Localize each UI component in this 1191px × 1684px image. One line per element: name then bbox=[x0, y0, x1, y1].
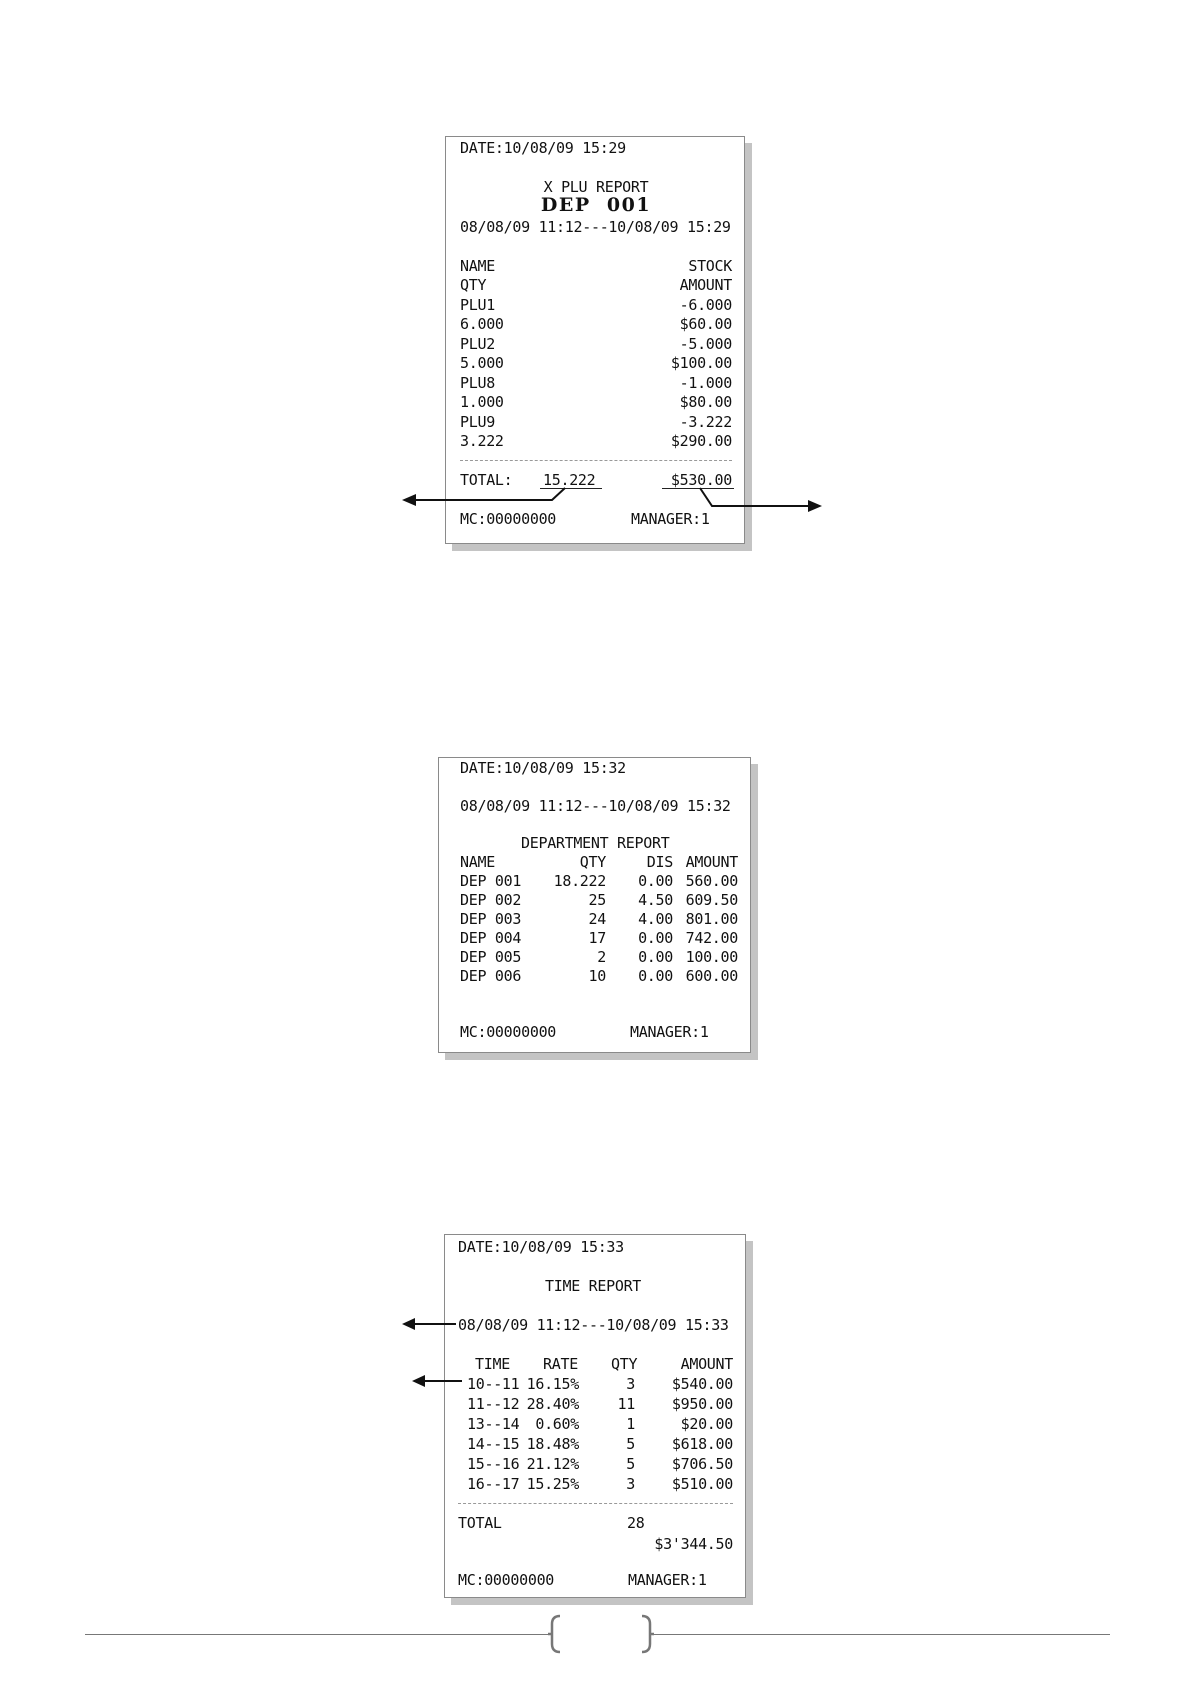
dept-row-name: DEP 003 bbox=[460, 910, 522, 928]
time-row-time: 14--15 bbox=[467, 1435, 520, 1453]
plu-item-qty: 6.000 bbox=[460, 315, 504, 333]
dept-header-qty: QTY bbox=[579, 853, 606, 871]
plu-item-qty: 3.222 bbox=[460, 432, 504, 450]
time-row-amount: $540.00 bbox=[671, 1375, 733, 1393]
plu-item-name: PLU1 bbox=[460, 296, 495, 314]
plu-item-amount: $100.00 bbox=[670, 354, 732, 372]
time-row-amount: $510.00 bbox=[671, 1475, 733, 1493]
plu-mc: MC:00000000 bbox=[460, 510, 557, 528]
time-report-date: DATE:10/08/09 15:33 bbox=[458, 1238, 624, 1256]
dept-row-qty: 17 bbox=[588, 929, 606, 947]
dept-header-amount: AMOUNT bbox=[685, 853, 738, 871]
time-header-qty: QTY bbox=[611, 1355, 638, 1373]
plu-item-qty: 5.000 bbox=[460, 354, 504, 372]
time-row-qty: 11 bbox=[617, 1395, 635, 1413]
dept-row-amount: 560.00 bbox=[685, 872, 738, 890]
dept-row-name: DEP 005 bbox=[460, 948, 522, 966]
time-row-rate: 16.15% bbox=[526, 1375, 579, 1393]
time-total-qty: 28 bbox=[627, 1514, 645, 1532]
plu-manager: MANAGER:1 bbox=[631, 510, 710, 528]
plu-item-name: PLU9 bbox=[460, 413, 495, 431]
dept-row-amount: 100.00 bbox=[685, 948, 738, 966]
time-row-rate: 21.12% bbox=[526, 1455, 579, 1473]
plu-item-name: PLU2 bbox=[460, 335, 495, 353]
plu-item-stock: -3.222 bbox=[679, 413, 732, 431]
time-row-rate: 18.48% bbox=[526, 1435, 579, 1453]
dept-row-dis: 0.00 bbox=[638, 872, 673, 890]
time-row-qty: 3 bbox=[626, 1475, 635, 1493]
time-header-amount: AMOUNT bbox=[680, 1355, 733, 1373]
dept-row-name: DEP 004 bbox=[460, 929, 522, 947]
dept-row-qty: 2 bbox=[597, 948, 606, 966]
plu-item-stock: -1.000 bbox=[679, 374, 732, 392]
time-row-amount: $618.00 bbox=[671, 1435, 733, 1453]
time-row-time: 11--12 bbox=[467, 1395, 520, 1413]
time-report-period: 08/08/09 11:12---10/08/09 15:33 bbox=[458, 1316, 729, 1334]
time-row-rate: 28.40% bbox=[526, 1395, 579, 1413]
dept-manager: MANAGER:1 bbox=[630, 1023, 709, 1041]
plu-total-qty: 15.222 bbox=[543, 471, 596, 489]
time-row-qty: 1 bbox=[626, 1415, 635, 1433]
dept-header-dis: DIS bbox=[646, 853, 673, 871]
plu-header-stock: STOCK bbox=[688, 257, 732, 275]
dept-report-period: 08/08/09 11:12---10/08/09 15:32 bbox=[460, 797, 731, 815]
dept-row-name: DEP 002 bbox=[460, 891, 522, 909]
time-row-time: 10--11 bbox=[467, 1375, 520, 1393]
dept-row-dis: 0.00 bbox=[638, 967, 673, 985]
plu-item-name: PLU8 bbox=[460, 374, 495, 392]
plu-item-amount: $290.00 bbox=[670, 432, 732, 450]
dept-report-date: DATE:10/08/09 15:32 bbox=[460, 759, 626, 777]
plu-header-name: NAME bbox=[460, 257, 495, 275]
plu-total-amount: $530.00 bbox=[670, 471, 732, 489]
dept-mc: MC:00000000 bbox=[460, 1023, 557, 1041]
dept-row-dis: 0.00 bbox=[638, 929, 673, 947]
dept-row-amount: 609.50 bbox=[685, 891, 738, 909]
plu-item-amount: $80.00 bbox=[679, 393, 732, 411]
dept-report-title: DEPARTMENT REPORT bbox=[521, 834, 670, 852]
plu-header-amount: AMOUNT bbox=[679, 276, 732, 294]
plu-report-title: X PLU REPORT bbox=[543, 178, 649, 196]
plu-report-date: DATE:10/08/09 15:29 bbox=[460, 139, 626, 157]
time-row-amount: $20.00 bbox=[680, 1415, 733, 1433]
dept-row-qty: 10 bbox=[588, 967, 606, 985]
dept-row-amount: 600.00 bbox=[685, 967, 738, 985]
time-total-amount: $3'344.50 bbox=[654, 1535, 733, 1553]
time-header-rate: RATE bbox=[543, 1355, 578, 1373]
time-mc: MC:00000000 bbox=[458, 1571, 555, 1589]
time-row-qty: 5 bbox=[626, 1455, 635, 1473]
plu-report-period: 08/08/09 11:12---10/08/09 15:29 bbox=[460, 218, 731, 236]
plu-item-stock: -5.000 bbox=[679, 335, 732, 353]
plu-item-amount: $60.00 bbox=[679, 315, 732, 333]
dept-row-amount: 801.00 bbox=[685, 910, 738, 928]
time-manager: MANAGER:1 bbox=[628, 1571, 707, 1589]
time-report-title: TIME REPORT bbox=[545, 1277, 642, 1295]
dept-row-dis: 0.00 bbox=[638, 948, 673, 966]
time-row-time: 16--17 bbox=[467, 1475, 520, 1493]
plu-item-qty: 1.000 bbox=[460, 393, 504, 411]
time-row-time: 13--14 bbox=[467, 1415, 520, 1433]
dept-row-name: DEP 001 bbox=[460, 872, 522, 890]
dept-row-qty: 25 bbox=[588, 891, 606, 909]
dept-row-name: DEP 006 bbox=[460, 967, 522, 985]
dept-row-qty: 18.222 bbox=[553, 872, 606, 890]
dept-row-dis: 4.50 bbox=[638, 891, 673, 909]
plu-item-stock: -6.000 bbox=[679, 296, 732, 314]
plu-report-dept: DEP 001 bbox=[540, 194, 652, 216]
dept-row-amount: 742.00 bbox=[685, 929, 738, 947]
time-row-rate: 0.60% bbox=[535, 1415, 579, 1433]
time-row-qty: 3 bbox=[626, 1375, 635, 1393]
time-header-time: TIME bbox=[475, 1355, 510, 1373]
dept-row-qty: 24 bbox=[588, 910, 606, 928]
time-row-rate: 15.25% bbox=[526, 1475, 579, 1493]
plu-total-label: TOTAL: bbox=[460, 471, 513, 489]
plu-header-qty: QTY bbox=[460, 276, 487, 294]
dept-row-dis: 4.00 bbox=[638, 910, 673, 928]
time-row-amount: $950.00 bbox=[671, 1395, 733, 1413]
time-total-label: TOTAL bbox=[458, 1514, 502, 1532]
time-row-time: 15--16 bbox=[467, 1455, 520, 1473]
time-row-amount: $706.50 bbox=[671, 1455, 733, 1473]
time-row-qty: 5 bbox=[626, 1435, 635, 1453]
dept-header-name: NAME bbox=[460, 853, 495, 871]
